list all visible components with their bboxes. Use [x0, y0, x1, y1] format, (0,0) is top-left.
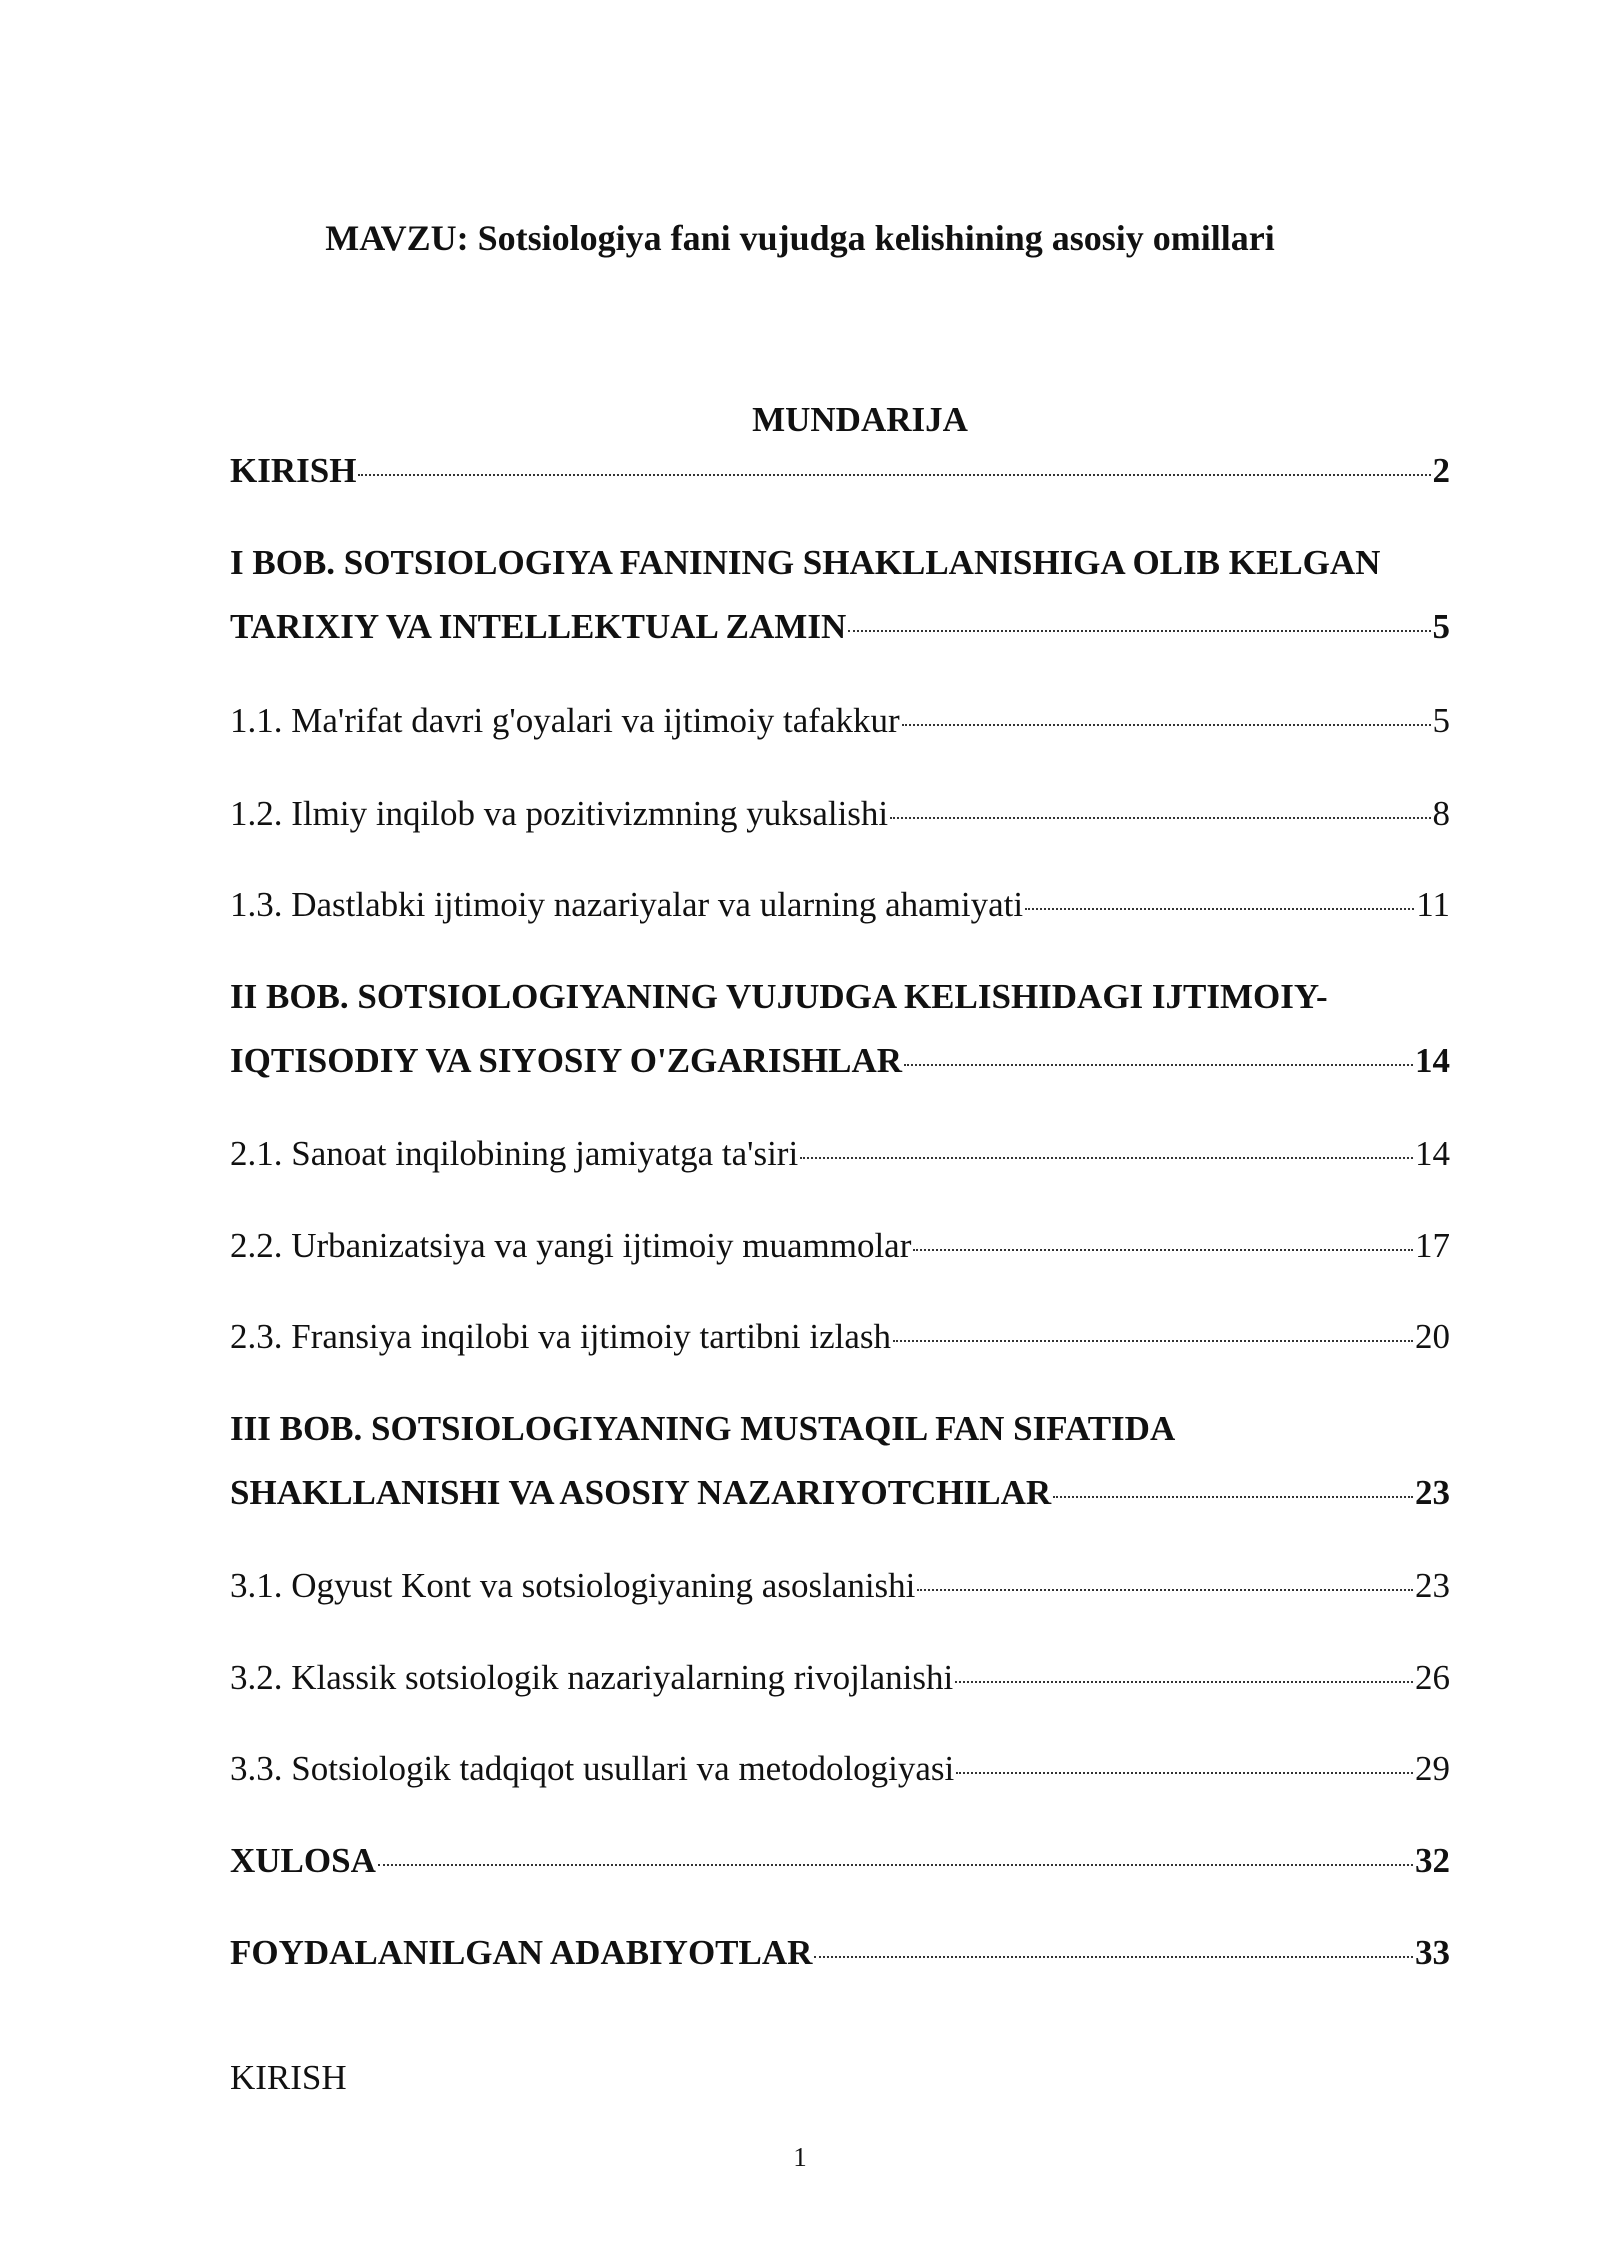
dot-leader: [913, 1249, 1413, 1251]
dot-leader: [890, 817, 1430, 819]
dot-leader: [814, 1956, 1413, 1958]
toc-entry-bob-1: [230, 531, 1450, 659]
toc-entry-title: 1.2. Ilmiy inqilob va pozitivizmning yuksalishi: [230, 794, 889, 833]
toc-entry-s-1-3: [230, 873, 1450, 937]
toc-page-number: 29: [1415, 1749, 1450, 1788]
dot-leader: [955, 1681, 1413, 1683]
toc-page-number: 14: [1415, 1134, 1450, 1173]
toc-entry-line: [230, 531, 1450, 595]
toc-entry-s-3-2: [230, 1646, 1450, 1710]
toc-entry-s-2-1: [230, 1122, 1450, 1186]
toc-entry-title: 2.3. Fransiya inqilobi va ijtimoiy tartibni izlash: [230, 1317, 892, 1356]
dot-leader: [800, 1157, 1413, 1159]
toc-entry-title: FOYDALANILGAN ADABIYOTLAR: [230, 1933, 813, 1972]
toc-entry-line: [230, 1461, 1450, 1525]
toc-entry-title: III BOB. SOTSIOLOGIYANING MUSTAQIL FAN SIFATIDA: [230, 1409, 1176, 1448]
toc-page-number: 23: [1415, 1473, 1450, 1512]
toc-page-number: 33: [1415, 1933, 1450, 1972]
toc-page-number: 2: [1432, 451, 1450, 490]
toc-entry-line: [230, 782, 1450, 846]
toc-entry-line: [230, 1737, 1450, 1801]
toc-entry-line: [230, 1829, 1450, 1893]
toc-entry-line: [230, 1214, 1450, 1278]
toc-entry-s-2-3: [230, 1305, 1450, 1369]
toc-page-number: 32: [1415, 1841, 1450, 1880]
toc-entry-title: XULOSA: [230, 1841, 376, 1880]
toc-page-number: 5: [1432, 701, 1450, 740]
dot-leader: [956, 1772, 1413, 1774]
toc-entry-line: [230, 1122, 1450, 1186]
toc-page-number: 8: [1432, 794, 1450, 833]
toc-entry-title: II BOB. SOTSIOLOGIYANING VUJUDGA KELISHIDAGI IJTIMOIY-: [230, 977, 1328, 1016]
toc-entry-adabiyotlar: [230, 1921, 1450, 1985]
toc-page-number: 26: [1415, 1658, 1450, 1697]
toc-entry-line: [230, 689, 1450, 753]
toc-entry-line: [230, 439, 1450, 503]
dot-leader: [893, 1340, 1413, 1342]
toc-entry-title: IQTISODIY VA SIYOSIY O'ZGARISHLAR: [230, 1041, 903, 1080]
toc-page-number: 20: [1415, 1317, 1450, 1356]
toc-entry-s-2-2: [230, 1214, 1450, 1278]
toc-entry-title: 3.1. Ogyust Kont va sotsiologiyaning asoslanishi: [230, 1566, 916, 1605]
toc-entry-s-1-2: [230, 782, 1450, 846]
dot-leader: [1053, 1496, 1413, 1498]
dot-leader: [904, 1064, 1413, 1066]
toc-entry-title: TARIXIY VA INTELLEKTUAL ZAMIN: [230, 607, 847, 646]
toc-entry-s-1-1: [230, 689, 1450, 753]
toc-entry-line: [230, 1029, 1450, 1093]
dot-leader: [358, 474, 1430, 476]
toc-entry-s-3-3: [230, 1737, 1450, 1801]
toc-entry-xulosa: [230, 1829, 1450, 1893]
toc-entry-title: 2.1. Sanoat inqilobining jamiyatga ta'siri: [230, 1134, 799, 1173]
dot-leader: [902, 724, 1431, 726]
toc-entry-title: KIRISH: [230, 451, 357, 490]
toc-heading: MUNDARIJA: [752, 400, 968, 439]
toc-page-number: 23: [1415, 1566, 1450, 1605]
toc-entry-s-3-1: [230, 1554, 1450, 1618]
page-number: 1: [793, 2142, 807, 2172]
dot-leader: [1025, 908, 1414, 910]
toc-page-number: 11: [1416, 885, 1450, 924]
section-heading-kirish: KIRISH: [230, 2058, 347, 2097]
toc-page-number: 14: [1415, 1041, 1450, 1080]
dot-leader: [917, 1589, 1413, 1591]
toc-entry-line: [230, 1646, 1450, 1710]
toc-entry-line: [230, 1397, 1450, 1461]
toc-entry-title: 3.3. Sotsiologik tadqiqot usullari va metodologiyasi: [230, 1749, 955, 1788]
toc-entry-title: 1.1. Ma'rifat davri g'oyalari va ijtimoiy tafakkur: [230, 701, 900, 740]
dot-leader: [378, 1864, 1413, 1866]
toc-entry-line: [230, 1305, 1450, 1369]
toc-entry-line: [230, 1921, 1450, 1985]
toc-page-number: 17: [1415, 1226, 1450, 1265]
document-title: MAVZU: Sotsiologiya fani vujudga kelishining asosiy omillari: [325, 218, 1275, 258]
toc-entry-title: 2.2. Urbanizatsiya va yangi ijtimoiy muammolar: [230, 1226, 912, 1265]
toc-entry-line: [230, 1554, 1450, 1618]
toc-entry-title: 3.2. Klassik sotsiologik nazariyalarning rivojlanishi: [230, 1658, 954, 1697]
toc-entry-bob-2: [230, 965, 1450, 1093]
toc-entry-line: [230, 873, 1450, 937]
toc-entry-title: I BOB. SOTSIOLOGIYA FANINING SHAKLLANISHIGA OLIB KELGAN: [230, 543, 1381, 582]
toc-entry-kirish: [230, 439, 1450, 503]
toc-entry-title: 1.3. Dastlabki ijtimoiy nazariyalar va ularning ahamiyati: [230, 885, 1024, 924]
toc-entry-bob-3: [230, 1397, 1450, 1525]
toc-entry-title: SHAKLLANISHI VA ASOSIY NAZARIYOTCHILAR: [230, 1473, 1052, 1512]
toc-entry-line: [230, 965, 1450, 1029]
dot-leader: [848, 630, 1430, 632]
toc-page-number: 5: [1432, 607, 1450, 646]
toc-entry-line: [230, 595, 1450, 659]
